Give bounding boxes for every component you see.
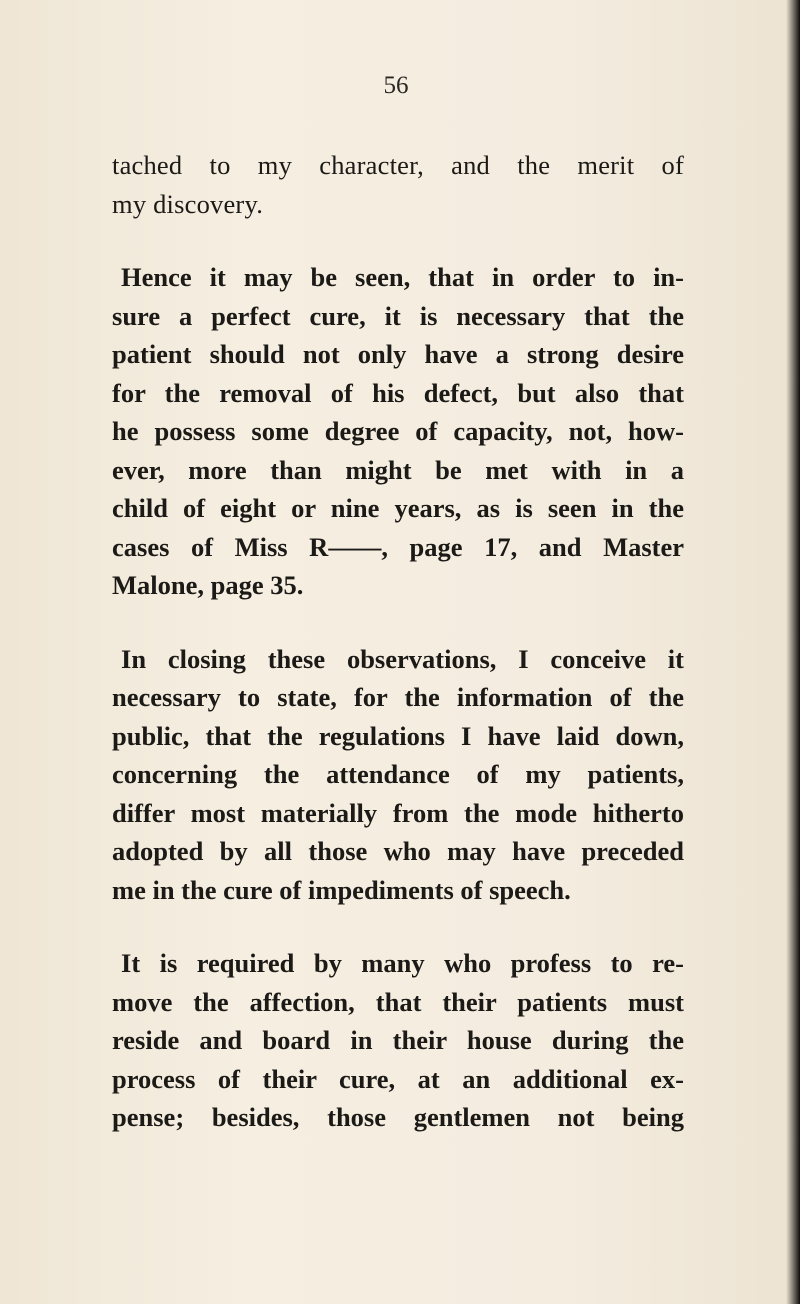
- text-line: he possess some degree of capacity, not, how-: [112, 416, 684, 446]
- text-line: In closing these observations, I conceive it: [121, 643, 684, 674]
- text-line: process of their cure, at an additional ex-: [112, 1063, 684, 1094]
- text-line: concerning the attendance of my patients,: [112, 759, 684, 789]
- text-line: necessary to state, for the information of the: [112, 682, 684, 712]
- text-line: Hence it may be seen, that in order to in-: [121, 262, 684, 292]
- text-line: for the removal of his defect, but also that: [112, 377, 684, 408]
- text-line: pense; besides, those gentlemen not being: [112, 1102, 684, 1132]
- body-text: [112, 146, 684, 1137]
- text-line: differ most materially from the mode hitherto: [112, 797, 684, 828]
- text-line: child of eight or nine years, as is seen in the: [112, 493, 684, 523]
- text-line: It is required by many who profess to re-: [121, 948, 684, 978]
- text-line: adopted by all those who may have preceded: [112, 836, 684, 866]
- text-line: sure a perfect cure, it is necessary that the: [112, 300, 684, 331]
- text-line: tached to my character, and the merit of: [112, 150, 684, 180]
- text-line: my discovery.: [112, 188, 264, 219]
- text-line: public, that the regulations I have laid down,: [112, 720, 684, 751]
- text-line: Malone, page 35.: [112, 570, 304, 600]
- text-line: reside and board in their house during the: [112, 1025, 684, 1055]
- page-edge-shadow: [786, 0, 800, 1304]
- paragraph-1: [112, 146, 684, 223]
- text-line: cases of Miss R——, page 17, and Master: [112, 531, 684, 562]
- paragraph-4: [112, 944, 684, 1137]
- paragraph-3: [112, 640, 684, 910]
- page-number: 56: [383, 72, 409, 99]
- text-line: ever, more than might be met with in a: [112, 454, 684, 485]
- text-line: move the affection, that their patients must: [112, 986, 684, 1017]
- text-line: patient should not only have a strong desire: [112, 339, 684, 369]
- paragraph-2: [112, 258, 684, 605]
- text-line: me in the cure of impediments of speech.: [112, 874, 571, 905]
